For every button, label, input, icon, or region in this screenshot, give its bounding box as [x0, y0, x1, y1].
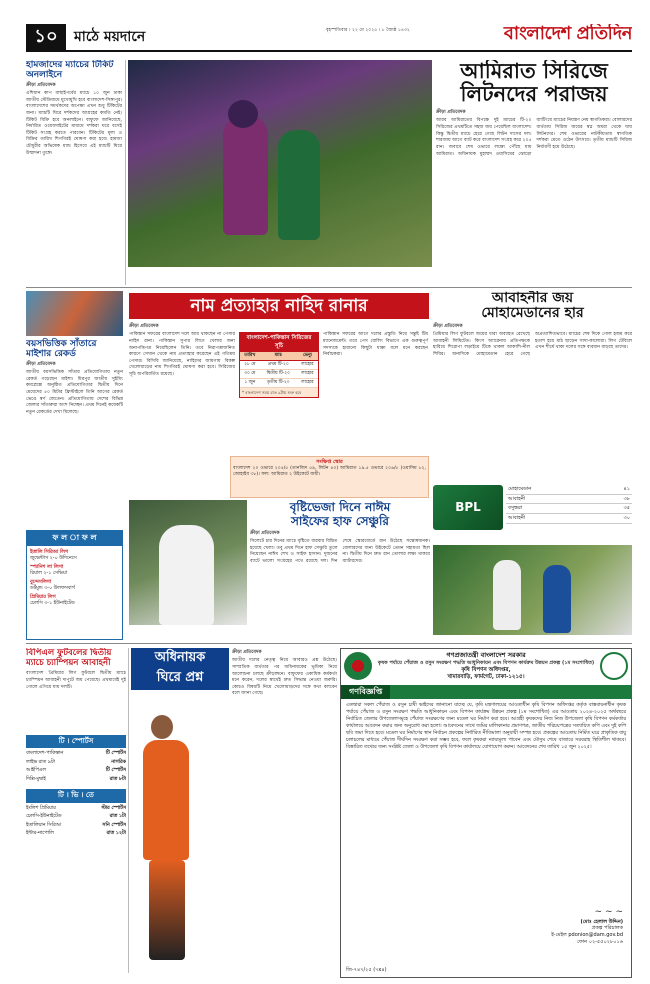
tv-title-2: টি । ভি । তে [26, 789, 126, 802]
tv-program: ইন্টার-নাপোলি [26, 831, 54, 837]
naim-byline: ক্রীড়া প্রতিবেদক [250, 530, 280, 536]
keeper-figure [278, 130, 320, 240]
nahid-body-continued: পাকিস্তান সফরের আগে দলের প্রস্তুতি নিয়ে সন্তুষ্ট টিম ম্যানেজমেন্ট। তবে পেস বোলিং বিভাগে এক গুরুত্বপূর্ণ সদস্যকে হারানো কিছুটা ধাক্কা বলে মনে করছেন নির্বাচকরা। [323, 332, 428, 358]
fixture-item: চেলসি ৩-১ ইউনাইটেড [30, 601, 75, 607]
signer-name: (মোঃ হেলাল উদ্দিন) [580, 918, 623, 925]
tv-channel: সনি স্পোর্টস [102, 822, 126, 828]
fixture-item: রিয়াল ২-১ সেভিয়া [30, 571, 68, 577]
govt-address: খামারবাড়ি, ফার্মগেট, ঢাকা-১২১৫। [447, 673, 525, 680]
footballer-head [151, 715, 173, 739]
emirates-headline-1: আমিরাত সিরিজে [460, 60, 608, 83]
bpl-team: বসুন্ধরা [508, 505, 523, 512]
schedule-cell: তৃতীয় টি-২০ [260, 378, 297, 387]
tv-channel: টি স্পোর্টস [105, 751, 126, 757]
bpl-team: আবাহনী [508, 515, 526, 522]
tv-program: বাংলাদেশ-পাকিস্তান [26, 751, 64, 757]
tv-listing-row [26, 760, 126, 766]
ad-ref: জি-৭৪৭/২৫ (৭x৪) [346, 967, 387, 974]
tv-list-2 [26, 806, 126, 838]
bpl-points: ৩৫ [623, 505, 630, 512]
bpl-points: ৪১ [623, 485, 630, 492]
schedule-title: বাংলাদেশ-পাকিস্তান সিরিজের সূচি [240, 333, 318, 352]
fixtures-box [26, 530, 123, 640]
captain-body: জাতীয় দলের নেতৃত্ব নিয়ে আবারও প্রশ্ন উঠেছে। সাম্প্রতিক ব্যর্থতার পর অধিনায়কের ভূমিকা নিয়ে আলোচনা চলছে ক্রীড়াঙ্গনে। বাফুফের একাধিক কর্মকর্তা মনে করেন, দলের স্বার্থেই দ্রুত সিদ্ধান্ত নেওয়া জরুরি। কোচও বিষয়টি নিয়ে খেলোয়াড়দের সঙ্গে কথা বলবেন বলে জানা গেছে। [232, 658, 337, 697]
schedule-note: * বাংলাদেশ সময় রাত ৯টায় শুরু হবে [240, 388, 318, 397]
bpl-row [506, 485, 632, 495]
nahid-headline-box [129, 293, 429, 319]
tv-channel: টি স্পোর্টস [105, 768, 126, 774]
naim-headline-1: বৃষ্টিভেজা দিনে নাঈম [289, 500, 391, 514]
govt-dept: কৃষি বিপণন অধিদপ্তর, [461, 666, 511, 673]
hamzah-headline: হামজাদের ম্যাচের টিকিট অনলাইনে [26, 60, 114, 81]
divider [26, 643, 632, 644]
player-figure [493, 560, 521, 630]
tv-program: ইংলিশ প্রিমিয়ার [26, 805, 56, 811]
tv-list-1 [26, 751, 126, 783]
swimmer-headline: বয়সভিত্তিক সাঁতারে মাইশার রেকর্ড [26, 339, 97, 360]
govt-seal-icon [344, 652, 372, 680]
bpl-row [506, 504, 632, 514]
bpl-row [506, 514, 632, 524]
fixtures-title: ফ ল া ফ ল [27, 531, 122, 546]
bpl-row [506, 495, 632, 505]
emirates-photo [128, 60, 432, 267]
tv-channel: নাগরিক [111, 759, 126, 765]
captain-headline-1: অধিনায়ক [154, 650, 206, 665]
divider [128, 648, 129, 973]
naim-photo [129, 500, 247, 625]
fixture-item: বুন্দেসলিগা [30, 579, 52, 585]
schedule-cell: ২৮ মে [240, 360, 260, 369]
mohammedan-byline: ক্রীড়া প্রতিবেদক [433, 323, 463, 329]
divider [125, 60, 126, 285]
bpl-points-table [506, 485, 632, 530]
nahid-body: পাকিস্তান সফরের বাংলাদেশ দলে আর থাকছেন না পেসার নাহিদ রানা। পাকিস্তান সুপার লিগে খেলার জন্য অনাপত্তিপত্র নিয়েছিলেন তিনি। তবে নিরাপত্তাজনিত কারণে সেখান থেকে নাম প্রত্যাহার করেছেন এই গতিময় পেসার। বিসিবি জানিয়েছে, নাহিদের জায়গায় বিকল্প খেলোয়াড়ের নাম শিগগিরই ঘোষণা করা হবে। সিরিজের সূচি অপরিবর্তিত রয়েছে। [129, 332, 235, 378]
bpl-points: ৩৮ [623, 495, 630, 502]
tv-program: ইতালিয়ান সিরিআ [26, 822, 62, 828]
tv-listing-row [26, 831, 126, 837]
nahid-headline: নাম প্রত্যাহার নাহিদ রানার [190, 296, 368, 316]
schedule-cell: লাহোর [297, 360, 318, 369]
swimmer-photo [26, 291, 123, 336]
bpl-points: ৩০ [623, 515, 630, 522]
naim-body: সিলেটে চার দিনের ম্যাচে বৃষ্টিতে বারবার বিঘ্নিত হয়েছে খেলা। তবু প্রথম দিনে হাফ সেঞ্চুরি তুলে নিয়েছেন নাঈম শেখ ও সাইফ হাসান। দুজনের ব্যাটে ভালো সংগ্রহের পথে রয়েছে দল। দিন শেষে স্কোরবোর্ডে রান উঠেছে সন্তোষজনক। বোলারদের জন্য উইকেটে তেমন সহায়তা ছিল না। দ্বিতীয় দিনে দ্রুত রান তোলার লক্ষ্য থাকবে ব্যাটারদের। [250, 538, 430, 564]
bpl-logo-panel: BPL [433, 485, 503, 530]
schedule-header-cell: ভেন্যু [297, 352, 318, 360]
tv-channel: স্টার স্পোর্টস [101, 805, 126, 811]
bpl-team: মোহামেডান [508, 485, 532, 492]
page-number: ১০ [26, 24, 66, 50]
naim-article [250, 500, 430, 635]
bipl-headline: বিপিএল ফুটবলের দ্বিতীয় ম্যাচে চ্যাম্পিয়ন আবাহনী [26, 648, 112, 669]
fixture-item: জুভেন্টাস ২-০ উদিনেসে [30, 556, 77, 562]
emirates-body: আরব আমিরাতের বিপক্ষে দুই ম্যাচের টি-২০ সিরিজের প্রথমটিতে সহজ জয় পেয়েছিল বাংলাদেশ। কিন্তু দ্বিতীয় ম্যাচে হেরে গেছে লিটন দাসের দল। শারজায় আগে ব্যাট করে বাংলাদেশ সংগ্রহ করে ২০৫ রান। জবাবে শেষ ওভারে লক্ষ্যে পৌঁছে যায় আমিরাত। অধিনায়ক মুহাম্মদ ওয়াসিমের ঝোড়ো ব্যাটিংয়ে ম্যাচের নিয়ন্ত্রণ নেয় স্বাগতিকরা। বোলারদের ব্যর্থতায় সিরিজ জয়ের স্বপ্ন অধরা থেকে যায় লিটনদের। শেষ ওভারের নাটকীয়তায় স্বাগতিক দর্শকরা মেতে ওঠেন উৎসবে। তৃতীয় ম্যাচটি সিরিজ নির্ধারণী হয়ে উঠেছে। [436, 118, 632, 157]
tv-program: লাইভ রাত ৯টা [26, 759, 55, 765]
helmet-icon [228, 100, 258, 128]
signer-title: প্রকল্প পরিচালক [591, 925, 623, 932]
header-rule [26, 50, 632, 52]
tv-listings [26, 735, 126, 975]
mohammedan-headline-1: আবাহনীর জয় [491, 291, 574, 306]
tv-listing-row [26, 823, 126, 829]
emirates-headline-2: লিটনদের পরাজয় [460, 82, 608, 107]
fixture-item: স্প্যানিশ লা লিগা [30, 564, 64, 570]
tv-channel: রাত ৮টা [109, 776, 126, 782]
captain-byline: ক্রীড়া প্রতিবেদক [232, 650, 262, 655]
schedule-cell: লাহোর [297, 378, 318, 387]
nahid-byline: ক্রীড়া প্রতিবেদক [129, 324, 159, 329]
project-logo-icon [600, 652, 628, 680]
tv-channel: রাত ১২টা [106, 831, 126, 837]
captain-article [232, 648, 337, 973]
naim-headline-2: সাইফের হাফ সেঞ্চুরি [290, 514, 390, 529]
schedule-header-cell: তারিখ [240, 352, 260, 360]
schedule-box [239, 332, 319, 398]
masthead-logo: বাংলাদেশ প্রতিদিন [503, 24, 632, 44]
swimmer-article [26, 291, 123, 471]
date-line: বৃহস্পতিবার । ২২ মে ২০২৫ । ৮ জ্যৈষ্ঠ ১৪৩২ [326, 28, 410, 33]
fixture-item: ডর্টমুন্ড ৩-০ উলফসবার্গ [30, 586, 75, 592]
signer-email: ই-মেইল pdonion@dam.gov.bd [551, 932, 623, 938]
divider [26, 287, 632, 288]
tv-listing-row [26, 806, 126, 812]
tv-channel: রাত ১টা [109, 814, 126, 820]
tv-program: চেলসি-ইউনাইটেড [26, 814, 62, 820]
tv-listing-row [26, 751, 126, 757]
mohammedan-article [433, 291, 632, 541]
bipl-article [26, 648, 126, 738]
cricketer-figure [159, 525, 214, 625]
section-title: মাঠে ময়দানে [74, 29, 146, 45]
fixture-item: ইতালি সিরিআ লিগ [30, 549, 69, 555]
tv-listing-row [26, 768, 126, 774]
govt-top: গণপ্রজাতন্ত্রী বাংলাদেশ সরকার [446, 651, 526, 659]
tv-program: আইপিএল [26, 768, 46, 774]
govt-project: কৃষক পর্যায়ে পেঁয়াজ ও রসুন সংরক্ষণ পদ্ধতি আধুনিকায়ন এবং বিপণন কার্যক্রম উন্নয়ন প্রকল্প (১ম সংশোধিত) [377, 659, 595, 666]
footballer-legs [149, 860, 185, 960]
hamzah-byline: ক্রীড়া প্রতিবেদক [26, 82, 56, 88]
signer-phone: ফোন ০২-৫৫০২৮০১৬ [577, 938, 623, 945]
fixture-item: প্রিমিয়ার লিগ [30, 594, 56, 600]
player-figure [543, 565, 571, 633]
schedule-row [240, 369, 318, 378]
schedule-row [240, 378, 318, 387]
notice-title: গণবিজ্ঞপ্তি [341, 685, 390, 699]
mohammedan-headline-2: মোহামেডানের হার [481, 305, 584, 322]
bpl-team: আবাহনী [508, 495, 526, 502]
swimmer-body: জাতীয় বয়সভিত্তিক সাঁতার প্রতিযোগিতায় নতুন রেকর্ড গড়েছেন মাইশা। মিরপুর জাতীয় সুইমিং কমপ্লেক্সে অনুষ্ঠিত প্রতিযোগিতার দ্বিতীয় দিনে মেয়েদের ৫০ মিটার ফ্রিস্টাইলে তিনি আগের রেকর্ড ভেঙে স্বর্ণ জেতেন। প্রতিযোগিতায় দেশের বিভিন্ন জেলার সাঁতারুরা অংশ নিচ্ছেন। প্রথম দিনেই কয়েকটি নতুন রেকর্ডের দেখা মিলেছে। [26, 369, 123, 415]
captain-player-photo [131, 700, 226, 970]
page-header [26, 24, 632, 52]
tv-listing-row [26, 777, 126, 783]
bipl-body: বাংলাদেশ প্রিমিয়ার লিগ ফুটবলে দ্বিতীয় ম্যাচে চ্যাম্পিয়ন আবাহনী দাপুটে জয় পেয়েছে। প্রথমার্ধেই দুই গোলে এগিয়ে যায় দলটি। [26, 671, 126, 690]
mohammedan-photo [433, 545, 632, 635]
schedule-header-cell: ম্যাচ [260, 352, 297, 360]
signature: ~ ~ ~ [594, 907, 623, 918]
score-text: বাংলাদেশ ২০ ওভারে ২০৫/৫ (তানজিদ ৫৯, লিটন ৪০) আমিরাত ১৯.৫ ওভারে ২০৬/৮ (ওয়াসিম ৮২, জোহাইব ৩৮)। ফল: আমিরাত ২ উইকেটে জয়ী। [233, 465, 426, 478]
emirates-article [436, 60, 632, 282]
schedule-cell: দ্বিতীয় টি-২০ [260, 369, 297, 378]
footballer-body [143, 740, 189, 860]
batsman-figure [223, 115, 268, 235]
hamzah-body: এশিয়ান কাপ বাছাইপর্বের ম্যাচে ১০ জুন ঢাকা জাতীয় স্টেডিয়ামে মুখোমুখি হবে বাংলাদেশ-সিঙ্গাপুর। বাংলাদেশের সমর্থকদের অপেক্ষা এখন শুধু টিকিটের জন্য। ম্যাচটি ঘিরে দর্শকদের আগ্রহের কমতি নেই। টিকিট বিক্রি হবে অনলাইনে। বাফুফে জানিয়েছে, নির্ধারিত ওয়েবসাইটের মাধ্যমে দর্শকরা ঘরে বসেই টিকিট সংগ্রহ করতে পারবেন। টিকিটের মূল্য ও বিক্রির তারিখ শিগগিরই ঘোষণা করা হবে। হামজা চৌধুরীর অভিষেক ম্যাচ হিসেবে এই ম্যাচটি ঘিরে উন্মাদনা তুঙ্গে। [26, 90, 122, 156]
fixtures-list [27, 546, 122, 610]
govt-ad [340, 648, 632, 978]
mohammedan-body: প্রিমিয়ার লিগ ফুটবলে জয়ের ধারা অব্যাহত রেখেছে আবাহনী লিমিটেড। কিংস অ্যারেনায় প্রতিপক্ষকে হারিয়ে শিরোপা লড়াইয়ে টিকে থাকল আকাশি-নীল শিবির। অন্যদিকে মোহামেডান হেরে গেছে অপ্রত্যাশিতভাবে। ম্যাচের শেষ দিকে গোল হজম করে হতাশ হয়ে মাঠ ছাড়েন সাদা-কালোরা। লিগ টেবিলে এখন শীর্ষে থাকা দলের সঙ্গে ব্যবধান বাড়ছে তাদের। [433, 331, 632, 357]
schedule-cell: প্রথম টি-২০ [260, 360, 297, 369]
schedule-table [240, 352, 318, 388]
schedule-header-row [240, 352, 318, 360]
captain-headline-2: ঘিরে প্রশ্ন [156, 670, 204, 685]
score-title: সংক্ষিপ্ত স্কোর [316, 459, 343, 465]
hamzah-article [26, 60, 122, 285]
score-box [230, 456, 429, 498]
schedule-row [240, 360, 318, 369]
tv-listing-row [26, 814, 126, 820]
schedule-cell: ১ জুন [240, 378, 260, 387]
captain-headline-box [131, 648, 229, 690]
schedule-cell: লাহোর [297, 369, 318, 378]
tv-program: দিল্লি-মুম্বাই [26, 776, 46, 782]
schedule-cell: ৩০ মে [240, 369, 260, 378]
notice-body: এতদ্বারা সকল পেঁয়াজ ও রসুন চাষী ভাইদের জানানো যাচ্ছে যে, কৃষি মন্ত্রণালয়ের আওতাধীন কৃষি বিপণন অধিদপ্তর কর্তৃক বাস্তবায়নাধীন কৃষক পর্যায়ে পেঁয়াজ ও রসুন সংরক্ষণ পদ্ধতি আধুনিকায়ন এবং বিপণন কার্যক্রম উন্নয়ন প্রকল্প (১ম সংশোধিত) এর আওতায় ২০২৪-২০২৫ অর্থবছরে নির্বাচিত জেলার উপজেলাসমূহে পেঁয়াজ সংরক্ষণের জন্য মডেল ঘর নির্মাণ করা হবে। আগ্রহী কৃষকদের নিজ নিজ উপজেলা কৃষি বিপণন কর্মকর্তার কার্যালয়ে আবেদন করার জন্য অনুরোধ করা হলো। আবেদনের সাথে জমির মালিকানার প্রমাণপত্র, জাতীয় পরিচয়পত্রের সত্যায়িত কপি এবং দুই কপি ছবি জমা দিতে হবে। মডেল ঘর নির্মাণের স্থান নির্বাচন প্রকল্পের নির্ধারিত নীতিমালা অনুযায়ী সম্পন্ন হবে। প্রকল্পের আওতায় নির্মিত ঘরে প্রাকৃতিক বায়ু চলাচলের মাধ্যমে পেঁয়াজ দীর্ঘদিন সংরক্ষণ করা সম্ভব হবে, ফলে কৃষকরা ন্যায্যমূল্য পাবেন এবং মৌসুম শেষে বাজারে সরবরাহ স্থিতিশীল থাকবে। বিস্তারিত তথ্যের জন্য সংশ্লিষ্ট জেলা ও উপজেলা কৃষি বিপণন কার্যালয়ে যোগাযোগ করুন। আবেদনের শেষ তারিখ ১৫ জুন ২০২৫। [346, 703, 626, 751]
swimmer-byline: ক্রীড়া প্রতিবেদক [26, 361, 56, 367]
emirates-byline: ক্রীড়া প্রতিবেদক [436, 110, 466, 116]
tv-title-1: টি । স্পোর্টস [26, 735, 126, 748]
nahid-article [129, 322, 429, 462]
